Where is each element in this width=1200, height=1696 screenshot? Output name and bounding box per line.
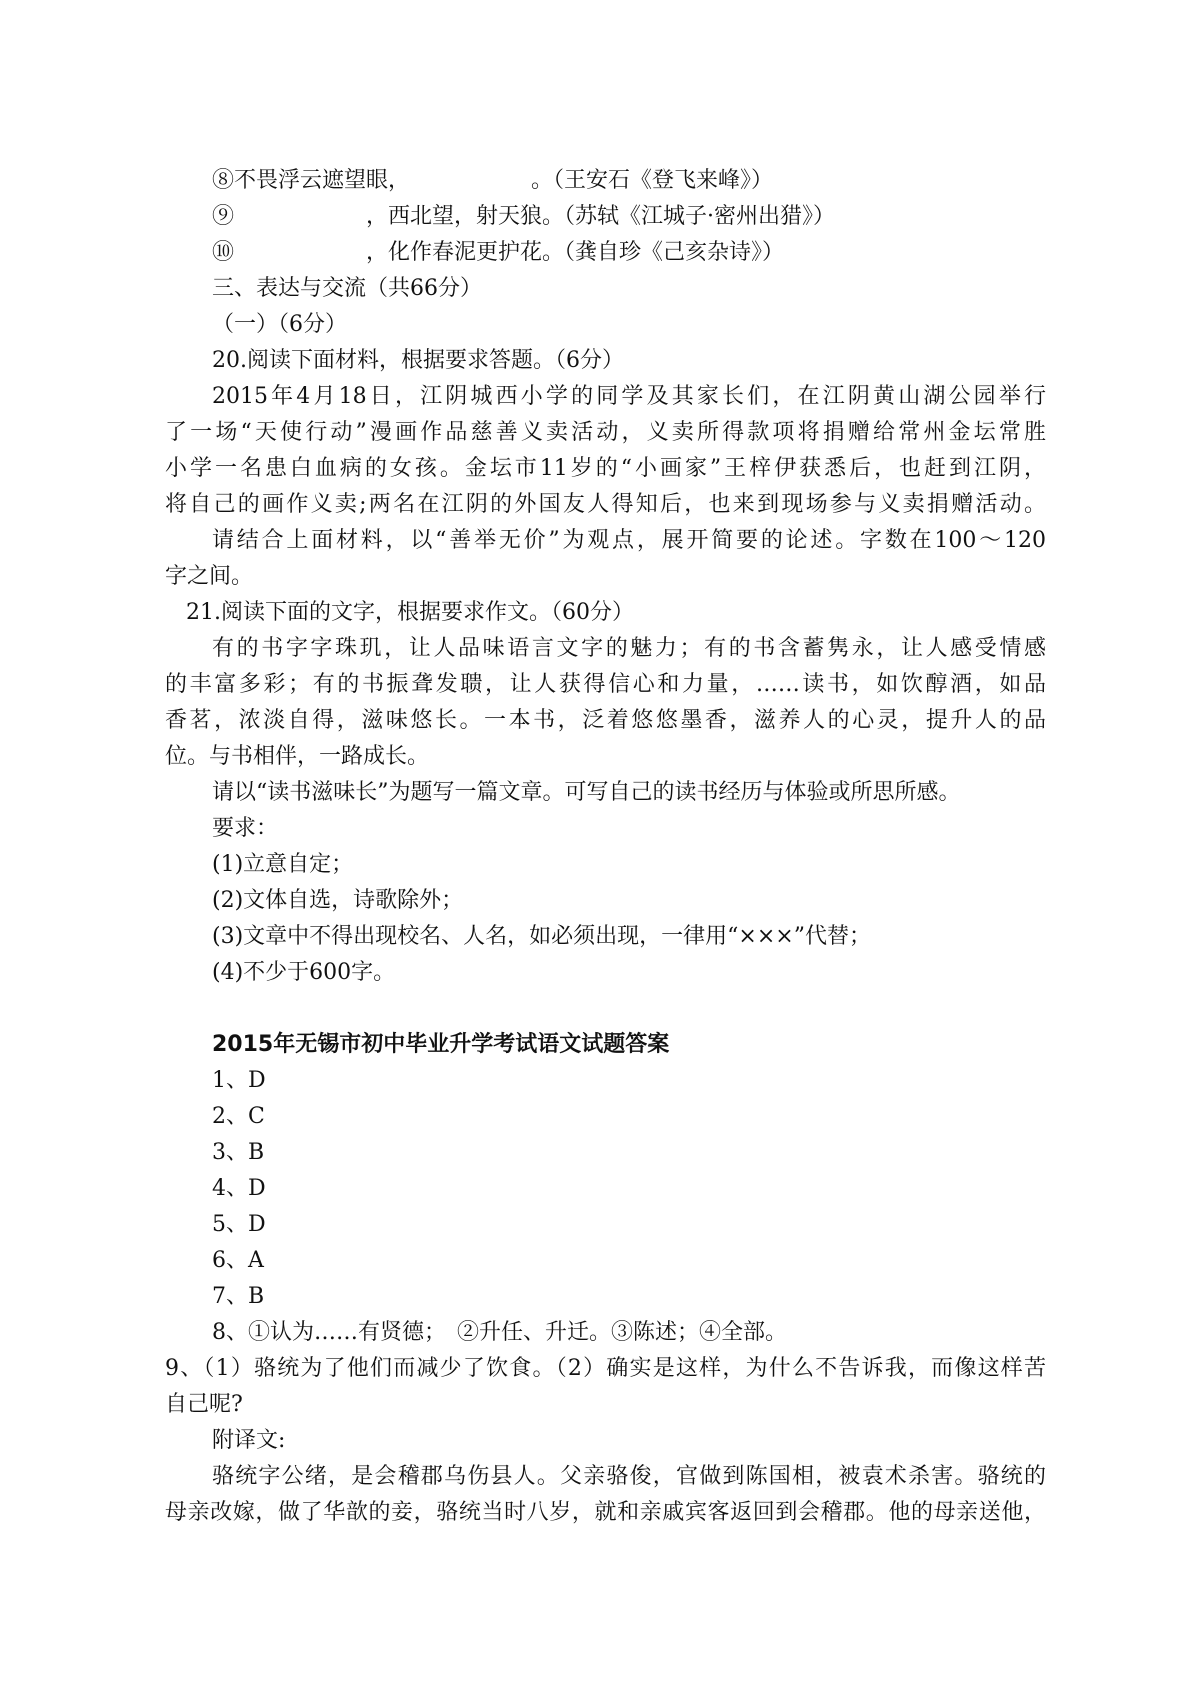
q21-paragraph-line: 香茗，浓淡自得，滋味悠长。一本书，泛着悠悠墨香，滋养人的心灵，提升人的品 — [165, 708, 1046, 733]
answer-item: 3、B — [212, 1140, 265, 1165]
answer-item: 自己呢? — [165, 1392, 243, 1417]
question-20-prompt: 20.阅读下面材料，根据要求答题。（6分） — [212, 348, 624, 373]
subsection-title: （一）（6分） — [212, 312, 347, 337]
q20-paragraph-line: 了一场“天使行动”漫画作品慈善义卖活动，义卖所得款项将捐赠给常州金坛常胜 — [165, 420, 1046, 445]
q20-instruction-line: 字之间。 — [165, 564, 254, 589]
answer-item: 1、D — [212, 1068, 266, 1093]
q20-paragraph-line: 2015年4月18日，江阴城西小学的同学及其家长们，在江阴黄山湖公园举行 — [212, 384, 1046, 409]
poem-line-9: ⑨ ，西北望，射天狼。（苏轼《江城子·密州出猎》） — [212, 204, 835, 229]
answer-item: 6、A — [212, 1248, 264, 1273]
q20-paragraph-line: 将自己的画作义卖;两名在江阴的外国友人得知后，也来到现场参与义卖捐赠活动。 — [165, 492, 1046, 517]
answers-title: 2015年无锡市初中毕业升学考试语文试题答案 — [212, 1032, 670, 1057]
q21-requirement-item: (3)文章中不得出现校名、人名，如必须出现，一律用“×××”代替； — [212, 924, 871, 949]
translation-line: 骆统字公绪，是会稽郡乌伤县人。父亲骆俊，官做到陈国相，被袁术杀害。骆统的 — [212, 1464, 1046, 1489]
q21-requirements-label: 要求： — [212, 816, 279, 841]
translation-line: 母亲改嫁，做了华歆的妾，骆统当时八岁，就和亲戚宾客返回到会稽郡。他的母亲送他， — [165, 1500, 1046, 1525]
answer-item: 9、（1）骆统为了他们而减少了饮食。（2）确实是这样，为什么不告诉我，而像这样苦 — [165, 1356, 1046, 1381]
answer-item: 7、B — [212, 1284, 265, 1309]
answer-item: 5、D — [212, 1212, 266, 1237]
section-title: 三、表达与交流（共66分） — [212, 276, 482, 301]
q21-paragraph-line: 有的书字字珠玑，让人品味语言文字的魅力；有的书含蓄隽永，让人感受情感 — [212, 636, 1046, 661]
q21-paragraph-line: 位。与书相伴，一路成长。 — [165, 744, 430, 769]
poem-line-8: ⑧不畏浮云遮望眼， 。（王安石《登飞来峰》） — [212, 168, 774, 193]
translation-label: 附译文: — [212, 1428, 286, 1453]
answer-item: 2、C — [212, 1104, 265, 1129]
q21-requirement-item: (2)文体自选，诗歌除外； — [212, 888, 464, 913]
q21-instruction-line: 请以“读书滋味长”为题写一篇文章。可写自己的读书经历与体验或所思所感。 — [212, 780, 961, 805]
q21-paragraph-line: 的丰富多彩；有的书振聋发聩，让人获得信心和力量，……读书，如饮醇酒，如品 — [165, 672, 1046, 697]
q20-paragraph-line: 小学一名患白血病的女孩。金坛市11岁的“小画家”王梓伊获悉后，也赶到江阴， — [165, 456, 1046, 481]
question-21-prompt: 21.阅读下面的文字，根据要求作文。（60分） — [186, 600, 634, 625]
q20-instruction-line: 请结合上面材料，以“善举无价”为观点，展开简要的论述。字数在100～120 — [212, 528, 1046, 553]
answer-item: 8、①认为……有贤德； ②升任、升迁。③陈述；④全部。 — [212, 1320, 787, 1345]
poem-line-10: ⑩ ，化作春泥更护花。（龚自珍《己亥杂诗》） — [212, 240, 785, 265]
answer-item: 4、D — [212, 1176, 266, 1201]
q21-requirement-item: (1)立意自定； — [212, 852, 354, 877]
q21-requirement-item: (4)不少于600字。 — [212, 960, 396, 985]
